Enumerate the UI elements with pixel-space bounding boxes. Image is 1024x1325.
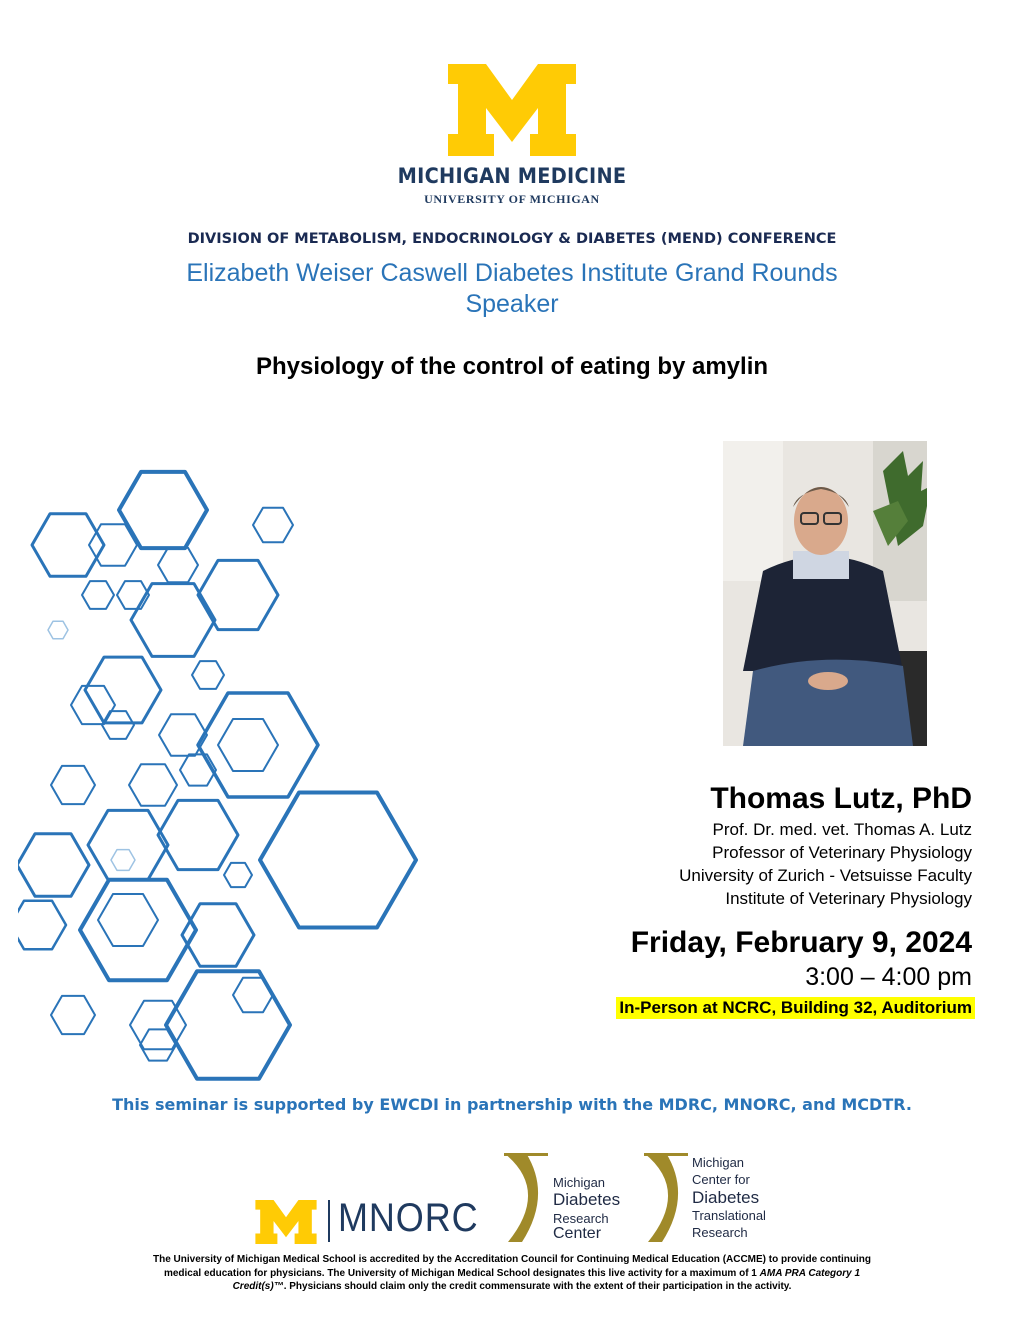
series-title: Elizabeth Weiser Caswell Diabetes Institute Grand Rounds Speaker — [186, 259, 838, 318]
speaker-photo — [723, 441, 927, 746]
mcdtr-logo-text: Research — [692, 1225, 748, 1240]
mdrc-logo-text: Center — [553, 1225, 602, 1242]
mcdtr-logo-text: Center for — [692, 1172, 750, 1187]
mnorc-logo-text: MNORC — [338, 1196, 479, 1240]
hexagon-shape — [88, 810, 168, 879]
org-subtitle: UNIVERSITY OF MICHIGAN — [424, 192, 600, 206]
accreditation-credit: AMA PRA Category 1 Credit(s)™ — [232, 1267, 861, 1292]
hexagon-shape — [166, 971, 290, 1078]
hexagon-shape — [158, 800, 238, 869]
speaker-affiliation-line: University of Zurich - Vetsuisse Faculty — [679, 866, 972, 885]
hexagon-shape — [260, 793, 416, 928]
michigan-block-m-logo — [448, 64, 576, 156]
hexagon-shape — [102, 711, 134, 739]
hexagon-shape — [51, 996, 95, 1034]
accreditation-text: The University of Michigan Medical School is accredited by the Accreditation Council for Continuing Medical Education (ACCME) to provide continuing medical education for physicians. The University of Michigan Medical School designates this live activity for a maximum of 1 — [152, 1254, 872, 1279]
hexagon-shape — [32, 514, 104, 576]
event-time: 3:00 – 4:00 pm — [805, 963, 972, 991]
conference-name: DIVISION OF METABOLISM, ENDOCRINOLOGY & DIABETES (MEND) CONFERENCE — [187, 231, 837, 247]
hexagon-shape — [51, 766, 95, 804]
mdrc-logo-text: Research — [553, 1211, 609, 1226]
hexagon-shape — [253, 508, 293, 543]
event-location: In-Person at NCRC, Building 32, Auditorium — [616, 997, 975, 1019]
mcdtr-logo-text: Translational — [692, 1208, 766, 1223]
speaker-affiliation-line: Institute of Veterinary Physiology — [725, 889, 972, 908]
mcdtr-arc-logo — [640, 1150, 690, 1245]
hexagon-shape — [18, 834, 89, 896]
mdrc-arc-logo — [500, 1150, 550, 1245]
hexagon-shape — [18, 901, 66, 949]
speaker-affiliation-line: Professor of Veterinary Physiology — [712, 843, 972, 862]
hexagon-shape — [131, 584, 215, 657]
hexagon-shape — [198, 693, 318, 797]
hexagon-shape — [140, 1029, 176, 1060]
hexagon-shape — [192, 661, 224, 689]
mdrc-logo-text: Diabetes — [553, 1190, 621, 1209]
hexagon-shape — [111, 850, 135, 871]
hexagon-shape — [129, 764, 177, 806]
mnorc-divider — [328, 1200, 330, 1242]
speaker-name: Thomas Lutz, PhD — [710, 782, 972, 815]
mcdtr-logo-text: Michigan — [692, 1155, 745, 1170]
mcdtr-logo-text: Diabetes — [692, 1188, 760, 1207]
hexagon-shape — [98, 894, 158, 946]
accreditation-statement — [150, 1253, 874, 1294]
event-date: Friday, February 9, 2024 — [630, 926, 972, 959]
talk-title: Physiology of the control of eating by amylin — [255, 353, 769, 380]
hexagon-shape — [82, 581, 114, 609]
accreditation-text: . Physicians should claim only the credit commensurate with the extent of their participation in the activity. — [283, 1281, 792, 1292]
hexagon-shape — [218, 719, 278, 771]
support-statement: This seminar is supported by EWCDI in partnership with the MDRC, MNORC, and MCDTR. — [112, 1095, 912, 1114]
mdrc-logo-text: Michigan — [553, 1175, 606, 1190]
hexagon-shape — [224, 863, 252, 887]
speaker-affiliation-line: Prof. Dr. med. vet. Thomas A. Lutz — [712, 820, 972, 839]
mnorc-block-m-logo — [253, 1200, 319, 1244]
hexagon-shape — [198, 560, 278, 629]
hexagon-shape — [85, 657, 161, 723]
org-name: MICHIGAN MEDICINE — [397, 164, 627, 188]
hexagon-shape — [48, 621, 68, 638]
hexagon-pattern — [18, 455, 418, 1095]
hexagon-shape — [233, 978, 273, 1013]
hexagon-shape — [158, 548, 198, 583]
